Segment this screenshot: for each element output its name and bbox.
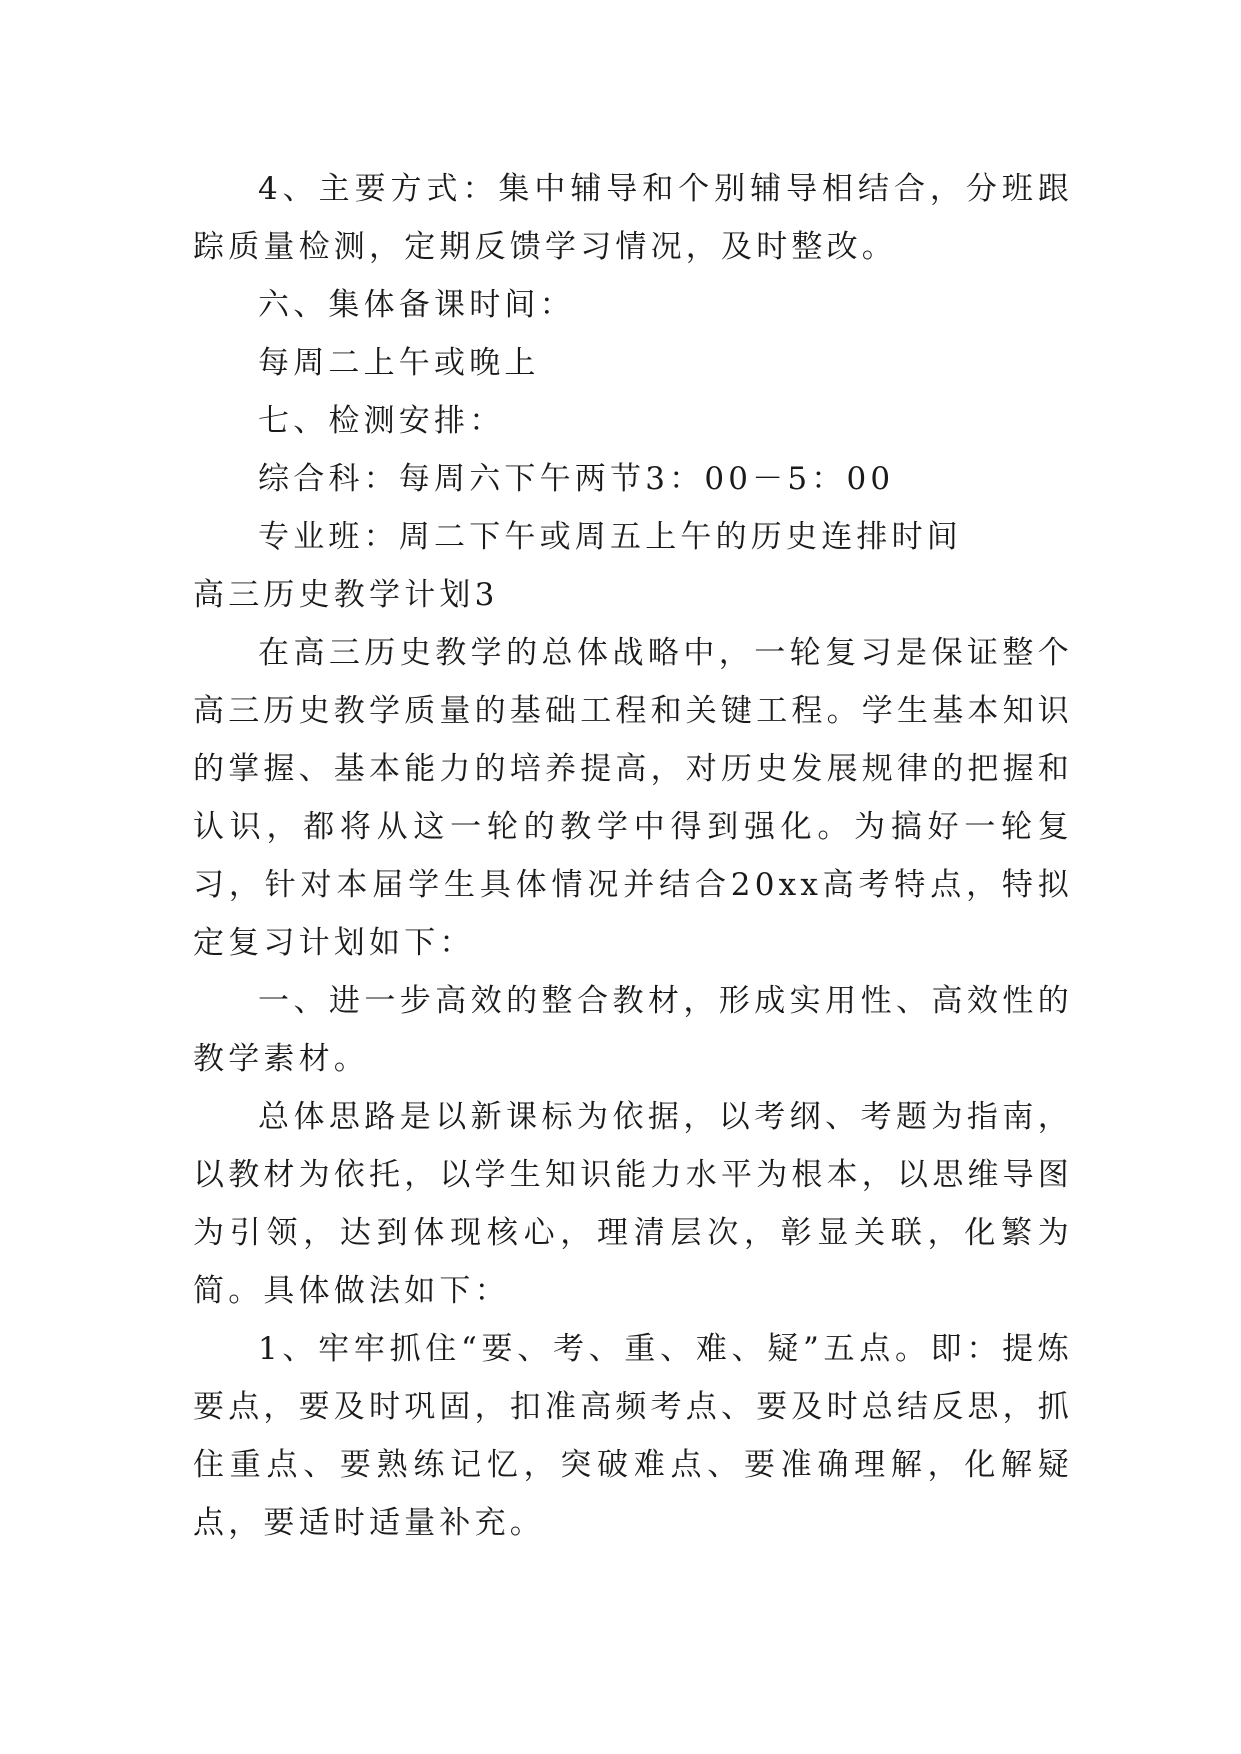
paragraph-main-methods: 4、主要方式：集中辅导和个别辅导相结合，分班跟踪质量检测，定期反馈学习情况，及时整改。 (193, 171, 1073, 265)
paragraph-first-round-review: 在高三历史教学的总体战略中，一轮复习是保证整个高三历史教学质量的基础工程和关键工程。学生基本知识的掌握、基本能力的培养提高，对历史发展规律的把握和认识，都将从这一轮的教学中得到强化。为搞好一轮复习，针对本届学生具体情况并结合20xx高考特点，特拟定复习计划如下： (193, 635, 1073, 961)
paragraph-overall-approach: 总体思路是以新课标为依据，以考纲、考题为指南，以教材为依托，以学生知识能力水平为根本，以思维导图为引领，达到体现核心，理清层次，彰显关联，化繁为简。具体做法如下： (193, 1099, 1073, 1309)
section-heading-integrate-textbooks: 一、进一步高效的整合教材，形成实用性、高效性的教学素材。 (193, 983, 1073, 1077)
document-title-plan-3: 高三历史教学计划3 (193, 577, 499, 613)
paragraph-lesson-prep-schedule: 每周二上午或晚上 (258, 345, 540, 381)
section-heading-test-arrangement: 七、检测安排： (258, 403, 505, 439)
paragraph-specialized-classes: 专业班：周二下午或周五上午的历史连排时间 (258, 519, 962, 555)
document-body (193, 160, 1073, 1552)
paragraph-five-points: 1、牢牢抓住“要、考、重、难、疑”五点。即：提炼要点，要及时巩固，扣准高频考点、要及时总结反思，抓住重点、要熟练记忆，突破难点、要准确理解，化解疑点，要适时适量补充。 (193, 1331, 1073, 1541)
section-heading-lesson-prep-time: 六、集体备课时间： (258, 287, 575, 323)
paragraph-comprehensive-subjects: 综合科：每周六下午两节3：00－5：00 (258, 461, 895, 497)
